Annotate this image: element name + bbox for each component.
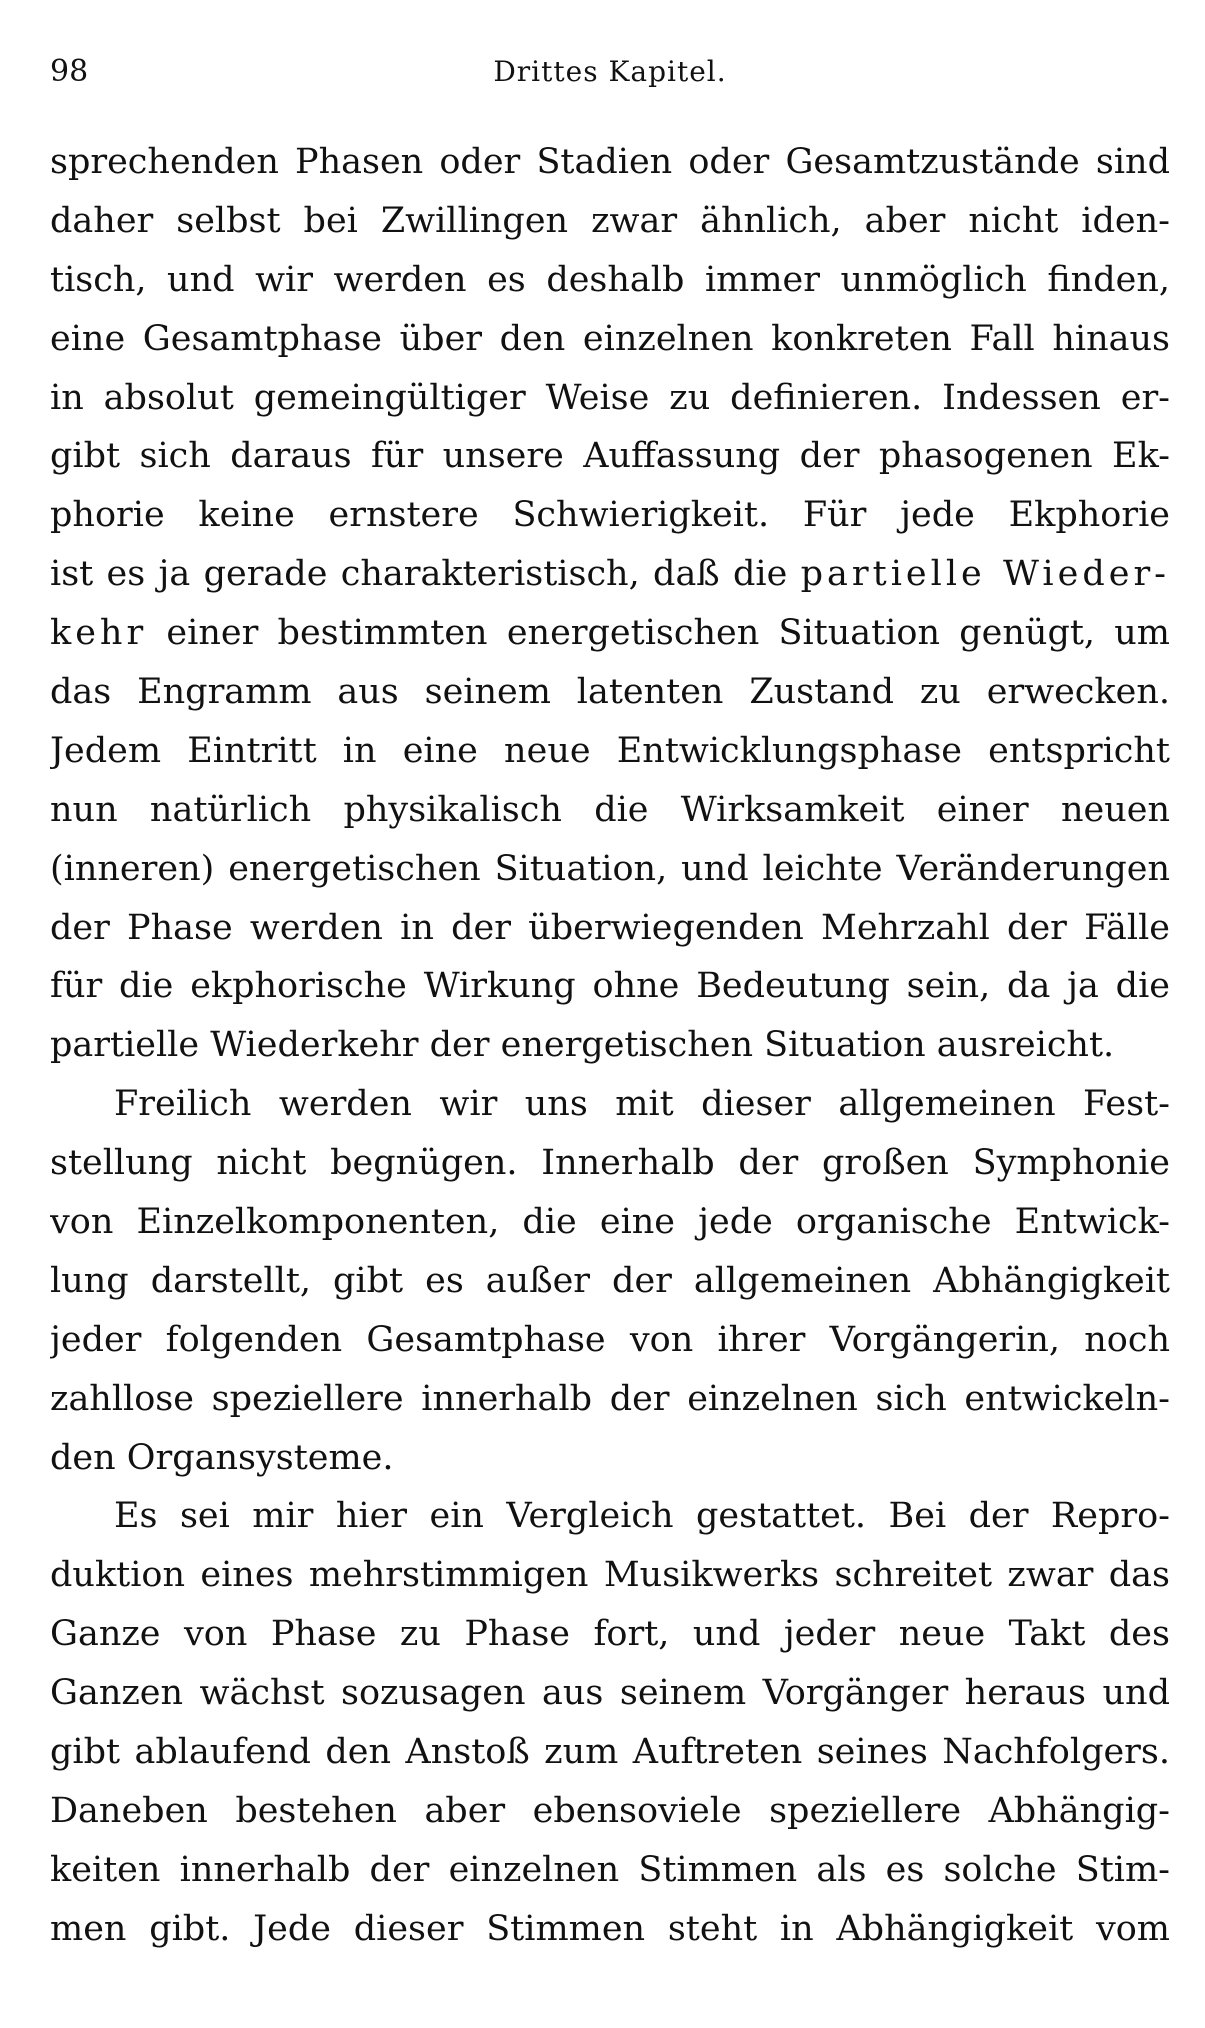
text-line: duktion eines mehrstimmigen Musikwerks schreitet zwar das <box>50 1555 1170 1596</box>
text-line: in absolut gemeingültiger Weise zu definieren. Indessen er- <box>50 377 1170 418</box>
emphasized-text: partielle Wieder- <box>800 554 1170 595</box>
text-line: sprechenden Phasen oder Stadien oder Gesamtzustände sind <box>50 142 1170 182</box>
text-line: daher selbst bei Zwillingen zwar ähnlich, aber nicht iden- <box>50 200 1170 241</box>
text-line: gibt ablaufend den Anstoß zum Auftreten seines Nachfolgers. <box>50 1732 1170 1773</box>
text-line: Freilich werden wir uns mit dieser allgemeinen Fest- <box>114 1084 1170 1125</box>
text-line: partielle Wiederkehr der energetischen Situation ausreicht. <box>50 1025 1115 1066</box>
text-line: Jedem Eintritt in eine neue Entwicklungsphase entspricht <box>50 730 1170 771</box>
text-line: nun natürlich physikalisch die Wirksamkeit einer neuen <box>50 789 1170 830</box>
text-line: Daneben bestehen aber ebensoviele speziellere Abhängig- <box>50 1790 1170 1831</box>
text-line: jeder folgenden Gesamtphase von ihrer Vorgängerin, noch <box>50 1319 1170 1360</box>
text-line: Ganzen wächst sozusagen aus seinem Vorgänger heraus und <box>50 1673 1170 1714</box>
chapter-title: Drittes Kapitel. <box>493 55 727 88</box>
emphasized-text: kehr <box>50 613 148 654</box>
running-head <box>50 52 1170 92</box>
text-line: gibt sich daraus für unsere Auffassung der phasogenen Ek- <box>50 436 1170 477</box>
text-line: (inneren) energetischen Situation, und leichte Veränderungen <box>50 848 1170 889</box>
text-line: kehr einer bestimmten energetischen Situation genügt, um <box>50 613 1170 654</box>
body-text <box>50 133 1170 1959</box>
text-line: das Engramm aus seinem latenten Zustand zu erwecken. <box>50 672 1170 713</box>
page-number: 98 <box>50 54 89 89</box>
text-line: phorie keine ernstere Schwierigkeit. Für jede Ekphorie <box>50 495 1170 536</box>
text-line: zahllose speziellere innerhalb der einzelnen sich entwickeln- <box>50 1378 1170 1419</box>
text-line: stellung nicht begnügen. Innerhalb der großen Symphonie <box>50 1143 1170 1184</box>
text-line: men gibt. Jede dieser Stimmen steht in Abhängigkeit vom <box>50 1908 1170 1949</box>
text-line: tisch, und wir werden es deshalb immer unmöglich finden, <box>50 259 1170 300</box>
text-line: eine Gesamtphase über den einzelnen konkreten Fall hinaus <box>50 318 1170 359</box>
text-line: Es sei mir hier ein Vergleich gestattet. Bei der Repro- <box>114 1496 1170 1537</box>
text-line: der Phase werden in der überwiegenden Mehrzahl der Fälle <box>50 907 1170 948</box>
text-line: lung darstellt, gibt es außer der allgemeinen Abhängigkeit <box>50 1260 1170 1301</box>
text-line: den Organsysteme. <box>50 1437 394 1478</box>
text-line: von Einzelkomponenten, die eine jede organische Entwick- <box>50 1202 1170 1243</box>
text-line: ist es ja gerade charakteristisch, daß die partielle Wieder- <box>50 554 1170 595</box>
text-line: Ganze von Phase zu Phase fort, und jeder neue Takt des <box>50 1614 1170 1655</box>
text-line: keiten innerhalb der einzelnen Stimmen als es solche Stim- <box>50 1849 1170 1890</box>
text-line: für die ekphorische Wirkung ohne Bedeutung sein, da ja die <box>50 966 1170 1007</box>
